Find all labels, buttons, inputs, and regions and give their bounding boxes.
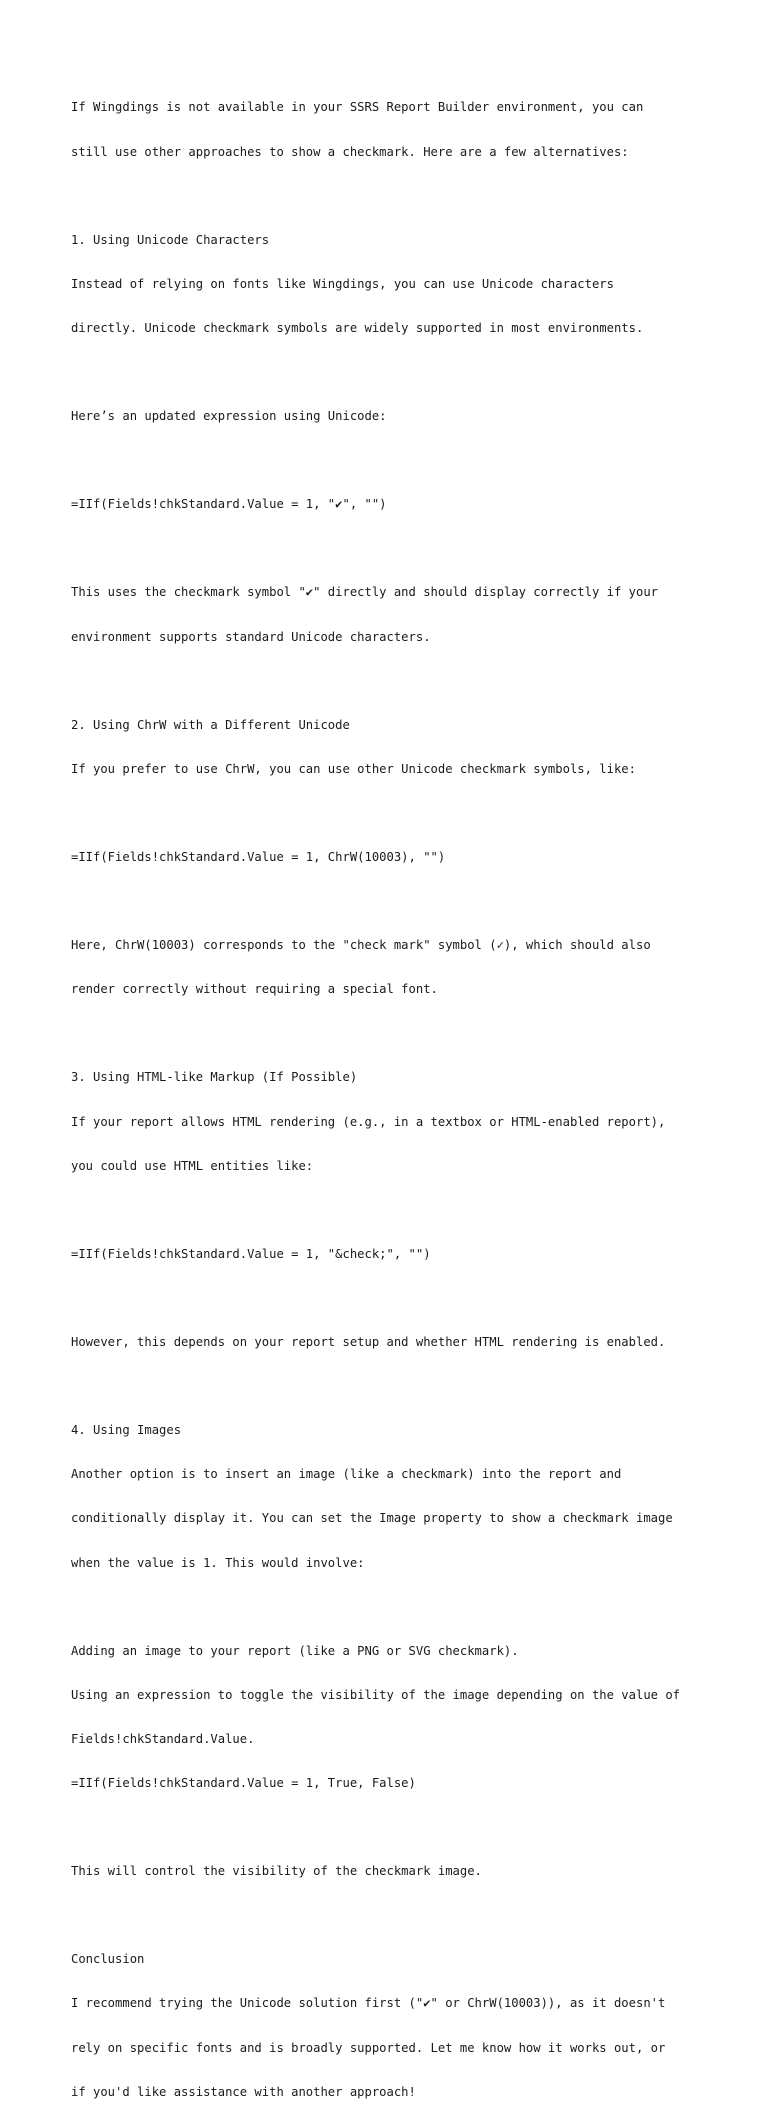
blank-line xyxy=(71,674,731,689)
text-line: I recommend trying the Unicode solution first ("✔" or ChrW(10003)), as it doesn't xyxy=(71,1996,666,2011)
text-line: Instead of relying on fonts like Wingdings, you can use Unicode characters xyxy=(71,276,614,291)
text-line: If Wingdings is not available in your SSRS Report Builder environment, you can xyxy=(71,100,644,115)
section-heading: 1. Using Unicode Characters xyxy=(71,232,270,247)
text-line: Using an expression to toggle the visibility of the image depending on the value of xyxy=(71,1687,681,1702)
blank-line xyxy=(71,1379,731,1394)
blank-line xyxy=(71,1203,731,1218)
text-line: rely on specific fonts and is broadly supported. Let me know how it works out, or xyxy=(71,2040,666,2055)
code-expression: =IIf(Fields!chkStandard.Value = 1, "&check;", "") xyxy=(71,1246,431,1261)
text-line: Fields!chkStandard.Value. xyxy=(71,1731,255,1746)
text-line: If you prefer to use ChrW, you can use other Unicode checkmark symbols, like: xyxy=(71,761,636,776)
text-line: environment supports standard Unicode characters. xyxy=(71,629,431,644)
blank-line xyxy=(71,1600,731,1615)
blank-line xyxy=(71,365,731,380)
section-heading: 3. Using HTML-like Markup (If Possible) xyxy=(71,1070,358,1085)
text-line: Here, ChrW(10003) corresponds to the "check mark" symbol (✓), which should also xyxy=(71,938,651,953)
text-line: This uses the checkmark symbol "✔" directly and should display correctly if your xyxy=(71,585,658,600)
section-heading: Conclusion xyxy=(71,1952,145,1967)
text-line: Adding an image to your report (like a PNG or SVG checkmark). xyxy=(71,1643,519,1658)
text-line: If your report allows HTML rendering (e.g., in a textbox or HTML-enabled report), xyxy=(71,1114,666,1129)
blank-line xyxy=(71,894,731,909)
text-line: Here’s an updated expression using Unicode: xyxy=(71,409,387,424)
text-line: This will control the visibility of the checkmark image. xyxy=(71,1864,482,1879)
code-expression: =IIf(Fields!chkStandard.Value = 1, True, False) xyxy=(71,1775,416,1790)
code-expression: =IIf(Fields!chkStandard.Value = 1, ChrW(10003), "") xyxy=(71,850,446,864)
text-line: conditionally display it. You can set the Image property to show a checkmark image xyxy=(71,1511,673,1526)
text-line: However, this depends on your report setup and whether HTML rendering is enabled. xyxy=(71,1335,666,1350)
section-heading: 4. Using Images xyxy=(71,1423,182,1438)
blank-line xyxy=(71,541,731,556)
text-line: Another option is to insert an image (like a checkmark) into the report and xyxy=(71,1467,622,1482)
blank-line xyxy=(71,1820,731,1835)
blank-line xyxy=(71,1908,731,1923)
blank-line xyxy=(71,1026,731,1041)
text-line: render correctly without requiring a special font. xyxy=(71,982,438,997)
document-body xyxy=(71,71,731,2114)
text-line: still use other approaches to show a checkmark. Here are a few alternatives: xyxy=(71,144,629,159)
blank-line xyxy=(71,1291,731,1306)
blank-line xyxy=(71,189,731,204)
code-expression: =IIf(Fields!chkStandard.Value = 1, "✔", "") xyxy=(71,497,387,512)
blank-line xyxy=(71,806,731,821)
text-line: directly. Unicode checkmark symbols are widely supported in most environments. xyxy=(71,320,644,335)
text-line: when the value is 1. This would involve: xyxy=(71,1555,365,1570)
blank-line xyxy=(71,453,731,468)
text-line: you could use HTML entities like: xyxy=(71,1158,314,1173)
text-line: if you'd like assistance with another approach! xyxy=(71,2084,416,2099)
section-heading: 2. Using ChrW with a Different Unicode xyxy=(71,717,350,732)
